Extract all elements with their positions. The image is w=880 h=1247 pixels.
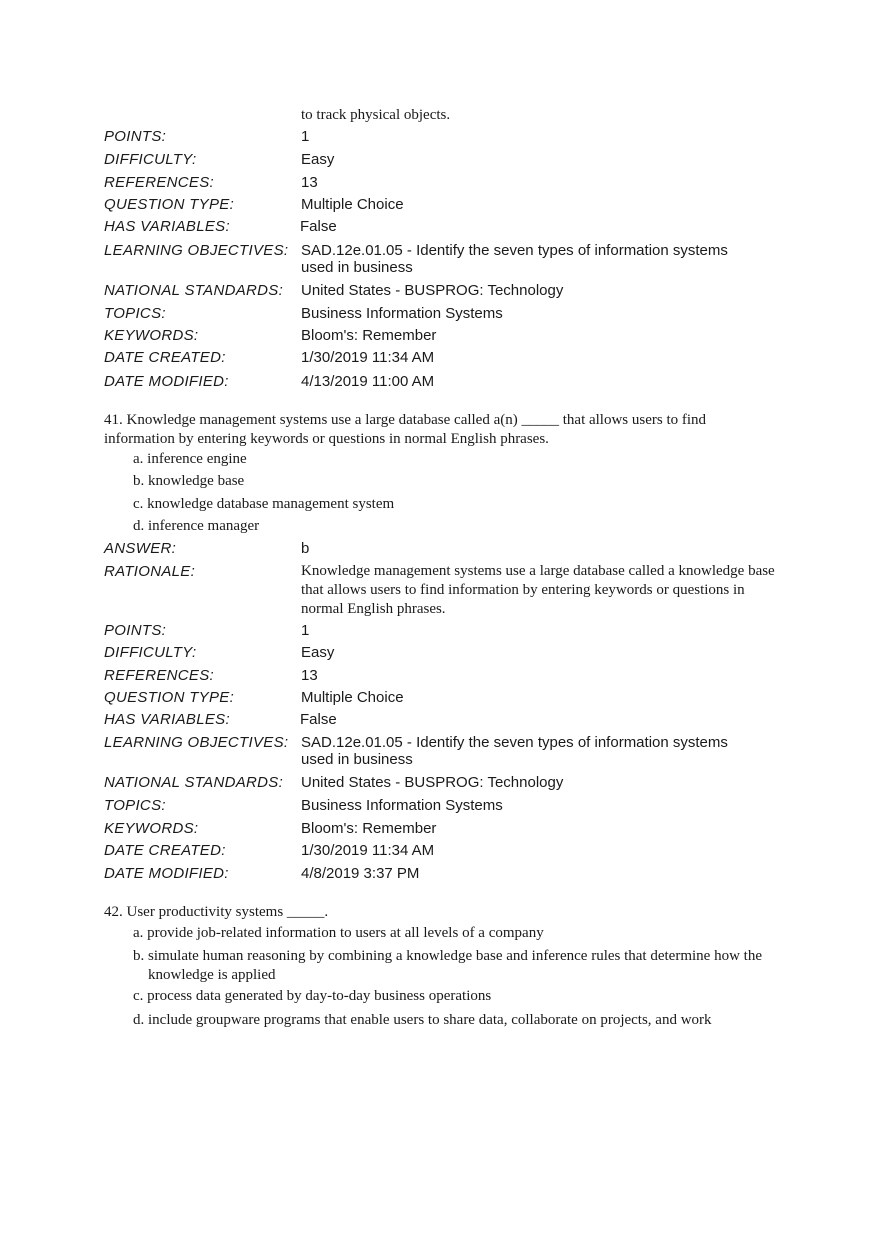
topics-label: TOPICS:	[104, 305, 166, 322]
date-created-value: 1/30/2019 11:34 AM	[301, 349, 435, 366]
question-text: 42. User productivity systems _____.	[104, 904, 329, 920]
option-a: a. inference engine	[133, 451, 247, 467]
points-value: 1	[301, 622, 310, 639]
national-standards-label: NATIONAL STANDARDS:	[104, 774, 284, 791]
previous-question-tail: to track physical objects.	[301, 107, 451, 123]
option-b: b. simulate human reasoning by combining a knowledge base and inference rules that determine how the knowledge is applied	[133, 948, 762, 983]
has-variables-value: False	[300, 711, 337, 728]
topics-value: Business Information Systems	[301, 797, 503, 814]
learning-objectives-label: LEARNING OBJECTIVES:	[104, 242, 289, 259]
option-d: d. include groupware programs that enable users to share data, collaborate on projects, and work	[133, 1012, 712, 1028]
has-variables-label: HAS VARIABLES:	[104, 218, 230, 235]
question-type-label: QUESTION TYPE:	[104, 689, 235, 706]
rationale-value: Knowledge management systems use a large database called a knowledge base that allows users to find information by entering keywords or questions in normal English phrases.	[301, 563, 775, 617]
question-type-label: QUESTION TYPE:	[104, 196, 235, 213]
question-text: 41. Knowledge management systems use a large database called a(n) _____ that allows users to find information by entering keywords or questions in normal English phrases.	[104, 412, 707, 447]
learning-objectives-label: LEARNING OBJECTIVES:	[104, 734, 289, 751]
answer-value: b	[301, 540, 310, 557]
has-variables-label: HAS VARIABLES:	[104, 711, 230, 728]
question-type-value: Multiple Choice	[301, 689, 404, 706]
references-value: 13	[301, 667, 318, 684]
rationale-label: RATIONALE:	[104, 563, 196, 580]
option-b: b. knowledge base	[133, 473, 245, 489]
has-variables-value: False	[300, 218, 337, 235]
references-label: REFERENCES:	[104, 174, 214, 191]
date-created-label: DATE CREATED:	[104, 349, 226, 366]
keywords-label: KEYWORDS:	[104, 327, 199, 344]
option-d: d. inference manager	[133, 518, 260, 534]
option-a: a. provide job-related information to users at all levels of a company	[133, 925, 544, 941]
date-created-label: DATE CREATED:	[104, 842, 226, 859]
option-c: c. knowledge database management system	[133, 496, 395, 512]
date-modified-value: 4/8/2019 3:37 PM	[301, 865, 420, 882]
option-c: c. process data generated by day-to-day business operations	[133, 988, 492, 1004]
national-standards-value: United States - BUSPROG: Technology	[301, 282, 564, 299]
question-type-value: Multiple Choice	[301, 196, 404, 213]
date-modified-value: 4/13/2019 11:00 AM	[301, 373, 435, 390]
date-modified-label: DATE MODIFIED:	[104, 373, 229, 390]
difficulty-label: DIFFICULTY:	[104, 151, 197, 168]
difficulty-label: DIFFICULTY:	[104, 644, 197, 661]
difficulty-value: Easy	[301, 644, 335, 661]
points-label: POINTS:	[104, 128, 167, 145]
references-label: REFERENCES:	[104, 667, 214, 684]
national-standards-value: United States - BUSPROG: Technology	[301, 774, 564, 791]
topics-label: TOPICS:	[104, 797, 166, 814]
keywords-label: KEYWORDS:	[104, 820, 199, 837]
date-modified-label: DATE MODIFIED:	[104, 865, 229, 882]
keywords-value: Bloom's: Remember	[301, 327, 437, 344]
learning-objectives-value: SAD.12e.01.05 - Identify the seven types of information systems used in business	[301, 734, 728, 768]
keywords-value: Bloom's: Remember	[301, 820, 437, 837]
national-standards-label: NATIONAL STANDARDS:	[104, 282, 284, 299]
learning-objectives-value: SAD.12e.01.05 - Identify the seven types of information systems used in business	[301, 242, 728, 276]
points-value: 1	[301, 128, 310, 145]
answer-label: ANSWER:	[104, 540, 177, 557]
points-label: POINTS:	[104, 622, 167, 639]
references-value: 13	[301, 174, 318, 191]
difficulty-value: Easy	[301, 151, 335, 168]
date-created-value: 1/30/2019 11:34 AM	[301, 842, 435, 859]
topics-value: Business Information Systems	[301, 305, 503, 322]
